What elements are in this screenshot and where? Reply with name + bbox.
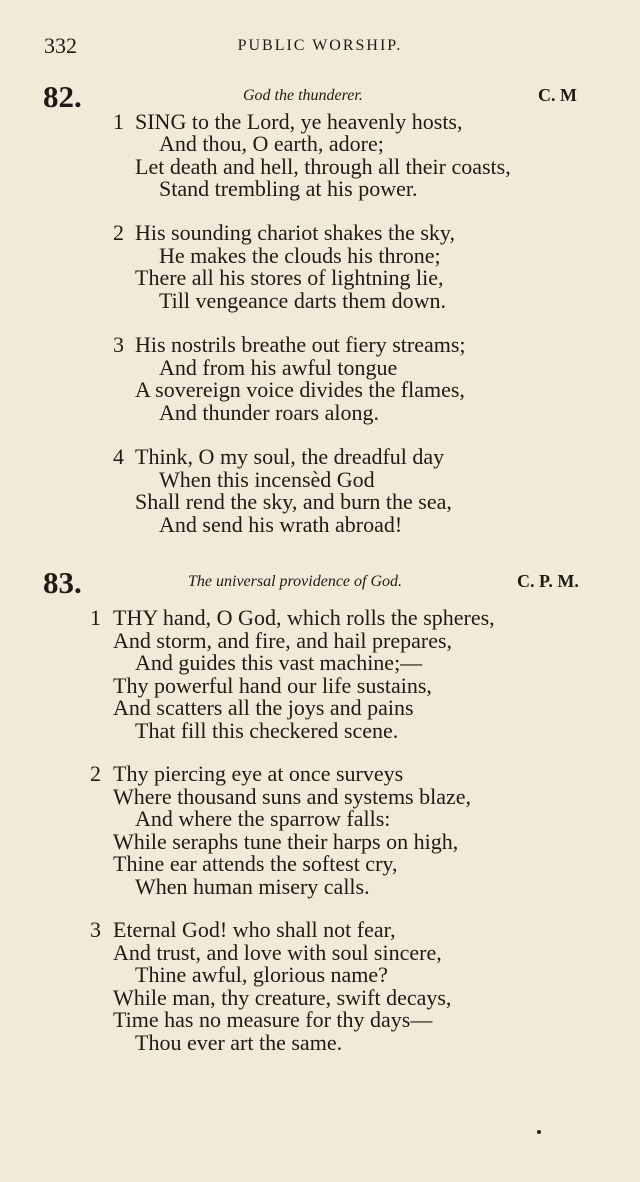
verse-line: Shall rend the sky, and burn the sea, <box>135 489 452 514</box>
verse-line: While seraphs tune their harps on high, <box>113 829 459 854</box>
printer-mark <box>537 1130 541 1134</box>
stanza-number: 2 <box>113 220 124 245</box>
verse-line: And guides this vast machine;— <box>135 650 423 675</box>
stanza-number: 1 <box>113 109 124 134</box>
verse-line: Eternal God! who shall not fear, <box>113 917 396 942</box>
verse-line: Where thousand suns and systems blaze, <box>113 784 472 809</box>
stanza-number: 3 <box>113 332 124 357</box>
verse-line: When human misery calls. <box>135 874 370 899</box>
verse-line: Till vengeance darts them down. <box>159 288 446 313</box>
verse-line: Thine ear attends the softest cry, <box>113 851 398 876</box>
verse-line: And where the sparrow falls: <box>135 806 391 831</box>
hymn-number: 83. <box>43 565 82 600</box>
verse-line: Thine awful, glorious name? <box>135 962 388 987</box>
running-title: PUBLIC WORSHIP. <box>237 37 403 54</box>
verse-line: That fill this checkered scene. <box>135 718 399 743</box>
stanza-number: 4 <box>113 444 124 469</box>
hymn-number: 82. <box>43 79 82 114</box>
hymn-title: The universal providence of God. <box>188 573 403 590</box>
stanza-number: 1 <box>90 605 101 630</box>
verse-line: Time has no measure for thy days— <box>113 1007 433 1032</box>
stanza-number: 3 <box>90 917 101 942</box>
verse-line: And storm, and fire, and hail prepares, <box>113 628 453 653</box>
verse-line: And trust, and love with soul sincere, <box>113 940 442 965</box>
verse-line: His sounding chariot shakes the sky, <box>135 220 455 245</box>
verse-line: A sovereign voice divides the flames, <box>135 377 465 402</box>
verse-line: And thou, O earth, adore; <box>159 131 384 156</box>
verse-line: Thou ever art the same. <box>135 1030 343 1055</box>
verse-line: And send his wrath abroad! <box>159 512 403 537</box>
verse-line: And from his awful tongue <box>159 355 398 380</box>
verse-line: And scatters all the joys and pains <box>113 695 414 720</box>
hymn-meter: C. P. M. <box>517 571 579 591</box>
hymn-title: God the thunderer. <box>243 87 363 104</box>
verse-line: THY hand, O God, which rolls the spheres, <box>113 605 495 630</box>
verse-line: He makes the clouds his throne; <box>159 243 441 268</box>
hymn-meter: C. M <box>538 85 577 105</box>
verse-line: Stand trembling at his power. <box>159 176 418 201</box>
verse-line: Thy powerful hand our life sustains, <box>113 673 432 698</box>
verse-line: When this incensèd God <box>159 467 375 492</box>
verse-line: And thunder roars along. <box>159 400 379 425</box>
verse-line: While man, thy creature, swift decays, <box>113 985 452 1010</box>
stanza-number: 2 <box>90 761 101 786</box>
verse-line: Thy piercing eye at once surveys <box>113 761 404 786</box>
verse-line: Think, O my soul, the dreadful day <box>135 444 445 469</box>
verse-line: There all his stores of lightning lie, <box>135 265 444 290</box>
verse-line: Let death and hell, through all their coasts, <box>135 154 511 179</box>
page-number: 332 <box>44 33 77 58</box>
verse-line: SING to the Lord, ye heavenly hosts, <box>135 109 463 134</box>
verse-line: His nostrils breathe out fiery streams; <box>135 332 466 357</box>
